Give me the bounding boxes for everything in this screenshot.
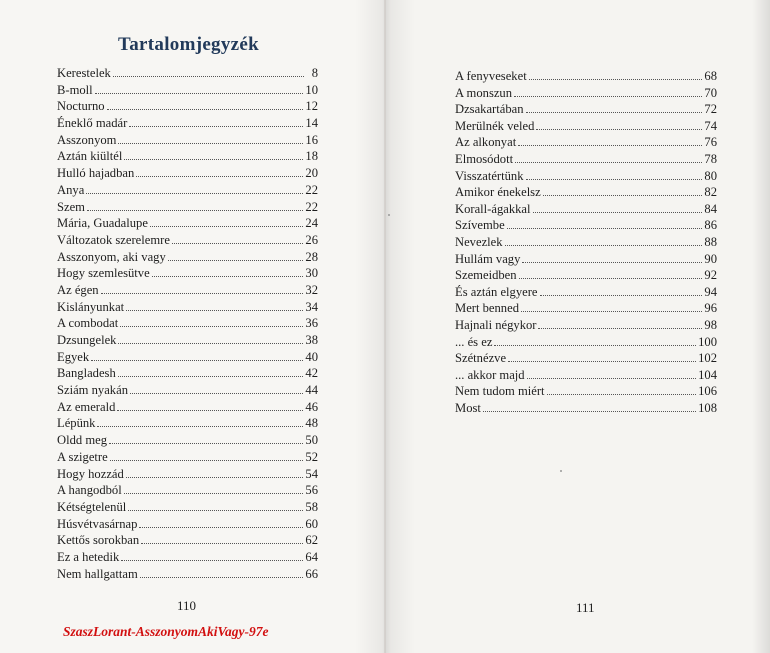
toc-entry-page: 72 — [704, 102, 717, 117]
toc-entry — [57, 248, 318, 265]
toc-entry — [57, 164, 318, 181]
toc-entry-title: Kerestelek — [57, 66, 111, 80]
toc-entry — [455, 167, 717, 184]
dot-leader — [97, 414, 303, 427]
toc-entry — [57, 381, 318, 398]
toc-entry — [57, 465, 318, 482]
toc-entry-title: Nem hallgattam — [57, 566, 138, 581]
toc-entry-title: Most — [455, 400, 481, 415]
toc-entry-title: Hogy hozzád — [57, 466, 124, 481]
toc-entry-title: Hogy szemlesütve — [57, 266, 150, 281]
toc-entry-title: Dzsakartában — [455, 102, 524, 117]
dot-leader — [101, 281, 304, 294]
toc-entry-page: 74 — [704, 118, 717, 133]
toc-entry — [57, 281, 318, 298]
dot-leader — [113, 64, 304, 77]
toc-entry-page: 36 — [305, 316, 318, 331]
dot-leader — [543, 183, 703, 196]
toc-entry-page: 40 — [305, 349, 318, 364]
toc-entry — [57, 231, 318, 248]
dot-leader — [124, 147, 303, 160]
toc-entry — [455, 316, 717, 333]
toc-entry-title: Éneklő madár — [57, 116, 128, 131]
dot-leader — [507, 216, 703, 229]
toc-entry-page: 16 — [305, 132, 318, 147]
toc-entry — [455, 333, 717, 350]
dot-leader — [118, 364, 304, 377]
toc-entry-title: Húsvétvasárnap — [57, 516, 138, 531]
toc-entry-page: 42 — [305, 366, 318, 381]
toc-entry — [57, 147, 318, 164]
toc-entry — [57, 481, 318, 498]
toc-entry-page: 26 — [305, 232, 318, 247]
toc-entry — [57, 114, 318, 131]
toc-entry — [455, 399, 717, 416]
dot-leader — [129, 114, 303, 127]
toc-entry-title: Aztán kiültél — [57, 149, 123, 164]
toc-entry-page: 18 — [305, 149, 318, 164]
dot-leader — [139, 515, 303, 528]
dot-leader — [483, 399, 696, 412]
toc-entry-page: 44 — [305, 383, 318, 398]
dot-leader — [505, 233, 703, 246]
page-number-left: 110 — [177, 598, 197, 613]
toc-entry — [455, 216, 717, 233]
toc-entry-page: 56 — [305, 483, 318, 498]
dot-leader — [518, 133, 702, 146]
toc-entry-title: Szétnézve — [455, 351, 507, 366]
toc-entry-title: Hulló hajadban — [57, 166, 135, 181]
toc-entry-title: Merülnék veled — [455, 118, 535, 133]
page-edge-shadow — [752, 0, 770, 653]
dot-leader — [120, 314, 303, 327]
dot-leader — [172, 231, 303, 244]
toc-entry — [455, 84, 717, 101]
toc-entry-title: A monszun — [455, 85, 513, 100]
dot-leader — [110, 448, 304, 461]
toc-entry — [57, 81, 318, 98]
toc-entry-title: Az égen — [57, 282, 99, 297]
toc-entry-title: Mert benned — [455, 301, 519, 316]
toc-entry-title: Mária, Guadalupe — [57, 216, 148, 231]
paper-speck — [388, 214, 390, 216]
toc-entry-title: Szem — [57, 199, 85, 214]
dot-leader — [522, 250, 702, 263]
toc-entry-title: ... és ez — [455, 334, 493, 349]
toc-entry — [57, 364, 318, 381]
toc-list-right — [455, 67, 717, 415]
toc-entry-page: 30 — [305, 266, 318, 281]
toc-entry-title: Lépünk — [57, 416, 96, 431]
dot-leader — [128, 498, 303, 511]
dot-leader — [538, 316, 702, 329]
toc-entry-page: 64 — [305, 549, 318, 564]
toc-entry-title: A hangodból — [57, 483, 122, 498]
toc-entry-title: Asszonyom, aki vagy — [57, 249, 166, 264]
toc-entry-title: Az emerald — [57, 399, 116, 414]
toc-entry-page: 82 — [704, 185, 717, 200]
dot-leader — [130, 381, 303, 394]
dot-leader — [91, 348, 303, 361]
toc-entry — [455, 183, 717, 200]
dot-leader — [494, 333, 696, 346]
watermark-caption: SzaszLorant-AsszonyomAkiVagy-97e — [63, 624, 269, 639]
toc-entry-page: 28 — [305, 249, 318, 264]
toc-entry — [57, 398, 318, 415]
toc-entry — [57, 515, 318, 532]
dot-leader — [126, 465, 304, 478]
dot-leader — [547, 382, 697, 395]
toc-entry — [57, 414, 318, 431]
toc-entry-page: 90 — [704, 251, 717, 266]
toc-entry-title: A fenyveseket — [455, 69, 527, 83]
toc-entry-page: 80 — [704, 168, 717, 183]
toc-entry — [455, 150, 717, 167]
toc-entry-page: 22 — [305, 182, 318, 197]
toc-entry — [57, 264, 318, 281]
toc-entry — [57, 548, 318, 565]
dot-leader — [118, 131, 303, 144]
dot-leader — [86, 181, 303, 194]
toc-entry-page: 34 — [305, 299, 318, 314]
toc-entry — [455, 283, 717, 300]
toc-entry-page: 12 — [305, 99, 318, 114]
toc-entry-page: 46 — [305, 399, 318, 414]
toc-entry-title: Hullám vagy — [455, 251, 521, 266]
toc-entry — [57, 298, 318, 315]
toc-entry-title: ... akkor majd — [455, 367, 525, 382]
dot-leader — [152, 264, 304, 277]
toc-entry-page: 58 — [305, 499, 318, 514]
toc-entry-page: 96 — [704, 301, 717, 316]
paper-speck — [560, 470, 562, 472]
toc-entry-page: 108 — [698, 400, 717, 415]
dot-leader — [118, 331, 303, 344]
toc-entry-page: 20 — [305, 166, 318, 181]
toc-entry-page: 84 — [704, 201, 717, 216]
dot-leader — [107, 97, 304, 110]
toc-entry — [57, 131, 318, 148]
toc-entry-page: 8 — [311, 66, 318, 80]
toc-title: Tartalomjegyzék — [118, 34, 259, 55]
toc-entry-title: A combodat — [57, 316, 119, 331]
toc-entry — [57, 97, 318, 114]
toc-entry-title: És aztán elgyere — [455, 284, 538, 299]
toc-entry-title: Sziám nyakán — [57, 383, 128, 398]
page-number-right: 111 — [576, 600, 595, 615]
toc-list-left — [57, 64, 318, 581]
toc-entry-title: Asszonyom — [57, 132, 117, 147]
toc-entry — [455, 250, 717, 267]
toc-entry-title: B-moll — [57, 82, 93, 97]
toc-entry — [57, 448, 318, 465]
toc-entry-page: 76 — [704, 135, 717, 150]
toc-entry-title: Dzsungelek — [57, 333, 117, 347]
toc-entry-page: 100 — [698, 334, 717, 349]
toc-entry-page: 98 — [704, 317, 717, 332]
toc-entry — [57, 431, 318, 448]
toc-entry-page: 106 — [698, 384, 717, 399]
dot-leader — [124, 481, 304, 494]
toc-entry — [455, 366, 717, 383]
toc-entry — [57, 331, 318, 348]
toc-entry — [455, 266, 717, 283]
dot-leader — [536, 117, 702, 130]
toc-entry-title: Elmosódott — [455, 151, 514, 166]
dot-leader — [508, 349, 696, 362]
dot-leader — [141, 531, 303, 544]
toc-entry — [455, 299, 717, 316]
dot-leader — [126, 298, 303, 311]
dot-leader — [521, 299, 702, 312]
toc-entry-title: Nocturno — [57, 99, 105, 114]
toc-entry-title: Változatok szerelemre — [57, 232, 170, 247]
toc-entry — [455, 200, 717, 217]
toc-entry-title: Szívembe — [455, 218, 505, 233]
dot-leader — [87, 198, 303, 211]
toc-entry-page: 86 — [704, 218, 717, 233]
toc-entry-page: 22 — [305, 199, 318, 214]
toc-entry — [57, 64, 318, 81]
toc-entry-page: 50 — [305, 433, 318, 448]
toc-entry-page: 104 — [698, 367, 717, 382]
toc-entry-page: 52 — [305, 449, 318, 464]
dot-leader — [527, 366, 697, 379]
toc-entry-title: A szigetre — [57, 449, 108, 464]
toc-entry-title: Amikor énekelsz — [455, 185, 541, 200]
toc-entry-title: Az alkonyat — [455, 135, 517, 150]
dot-leader — [136, 164, 303, 177]
dot-leader — [514, 84, 702, 97]
toc-entry — [455, 133, 717, 150]
toc-entry-title: Korall-ágakkal — [455, 201, 531, 216]
toc-entry-page: 66 — [305, 566, 318, 581]
toc-entry — [57, 565, 318, 582]
toc-entry-page: 38 — [305, 333, 318, 347]
toc-entry-page: 94 — [704, 284, 717, 299]
toc-entry — [455, 349, 717, 366]
toc-entry-title: Kislányunkat — [57, 299, 125, 314]
toc-entry-page: 14 — [305, 116, 318, 131]
toc-entry-title: Kettős sorokban — [57, 533, 140, 548]
dot-leader — [515, 150, 702, 163]
dot-leader — [150, 214, 303, 227]
toc-entry-page: 60 — [305, 516, 318, 531]
toc-entry — [455, 382, 717, 399]
toc-entry-page: 70 — [704, 85, 717, 100]
dot-leader — [533, 200, 703, 213]
toc-entry-title: Anya — [57, 182, 85, 197]
dot-leader — [121, 548, 303, 561]
dot-leader — [168, 248, 304, 261]
dot-leader — [540, 283, 703, 296]
toc-entry-title: Hajnali négykor — [455, 317, 537, 332]
dot-leader — [109, 431, 303, 444]
toc-entry-title: Nevezlek — [455, 234, 503, 249]
toc-entry — [455, 67, 717, 84]
dot-leader — [526, 100, 703, 113]
toc-entry-title: Egyek — [57, 349, 90, 364]
toc-entry-page: 68 — [704, 69, 717, 83]
toc-entry-page: 54 — [305, 466, 318, 481]
toc-entry-title: Visszatértünk — [455, 168, 524, 183]
dot-leader — [140, 565, 304, 578]
toc-entry-page: 48 — [305, 416, 318, 431]
toc-entry — [57, 531, 318, 548]
toc-entry — [57, 181, 318, 198]
dot-leader — [529, 67, 703, 80]
toc-entry-title: Kétségtelenül — [57, 499, 127, 514]
toc-entry-title: Szemeidben — [455, 268, 517, 283]
dot-leader — [526, 167, 703, 180]
dot-leader — [95, 81, 304, 94]
dot-leader — [519, 266, 703, 279]
toc-entry-title: Nem tudom miért — [455, 384, 545, 399]
toc-entry — [57, 348, 318, 365]
toc-entry-title: Ez a hetedik — [57, 549, 120, 564]
toc-entry-page: 24 — [305, 216, 318, 231]
toc-entry-title: Bangladesh — [57, 366, 116, 381]
toc-entry-page: 92 — [704, 268, 717, 283]
toc-entry — [455, 233, 717, 250]
toc-entry — [455, 100, 717, 117]
toc-entry-page: 32 — [305, 282, 318, 297]
toc-entry — [455, 117, 717, 134]
toc-entry-title: Oldd meg — [57, 433, 108, 448]
toc-entry-page: 78 — [704, 151, 717, 166]
toc-entry-page: 102 — [698, 351, 717, 366]
toc-entry-page: 10 — [305, 82, 318, 97]
toc-entry — [57, 498, 318, 515]
toc-entry — [57, 214, 318, 231]
toc-entry — [57, 314, 318, 331]
toc-entry-page: 88 — [704, 234, 717, 249]
toc-entry-page: 62 — [305, 533, 318, 548]
toc-entry — [57, 198, 318, 215]
dot-leader — [117, 398, 303, 411]
